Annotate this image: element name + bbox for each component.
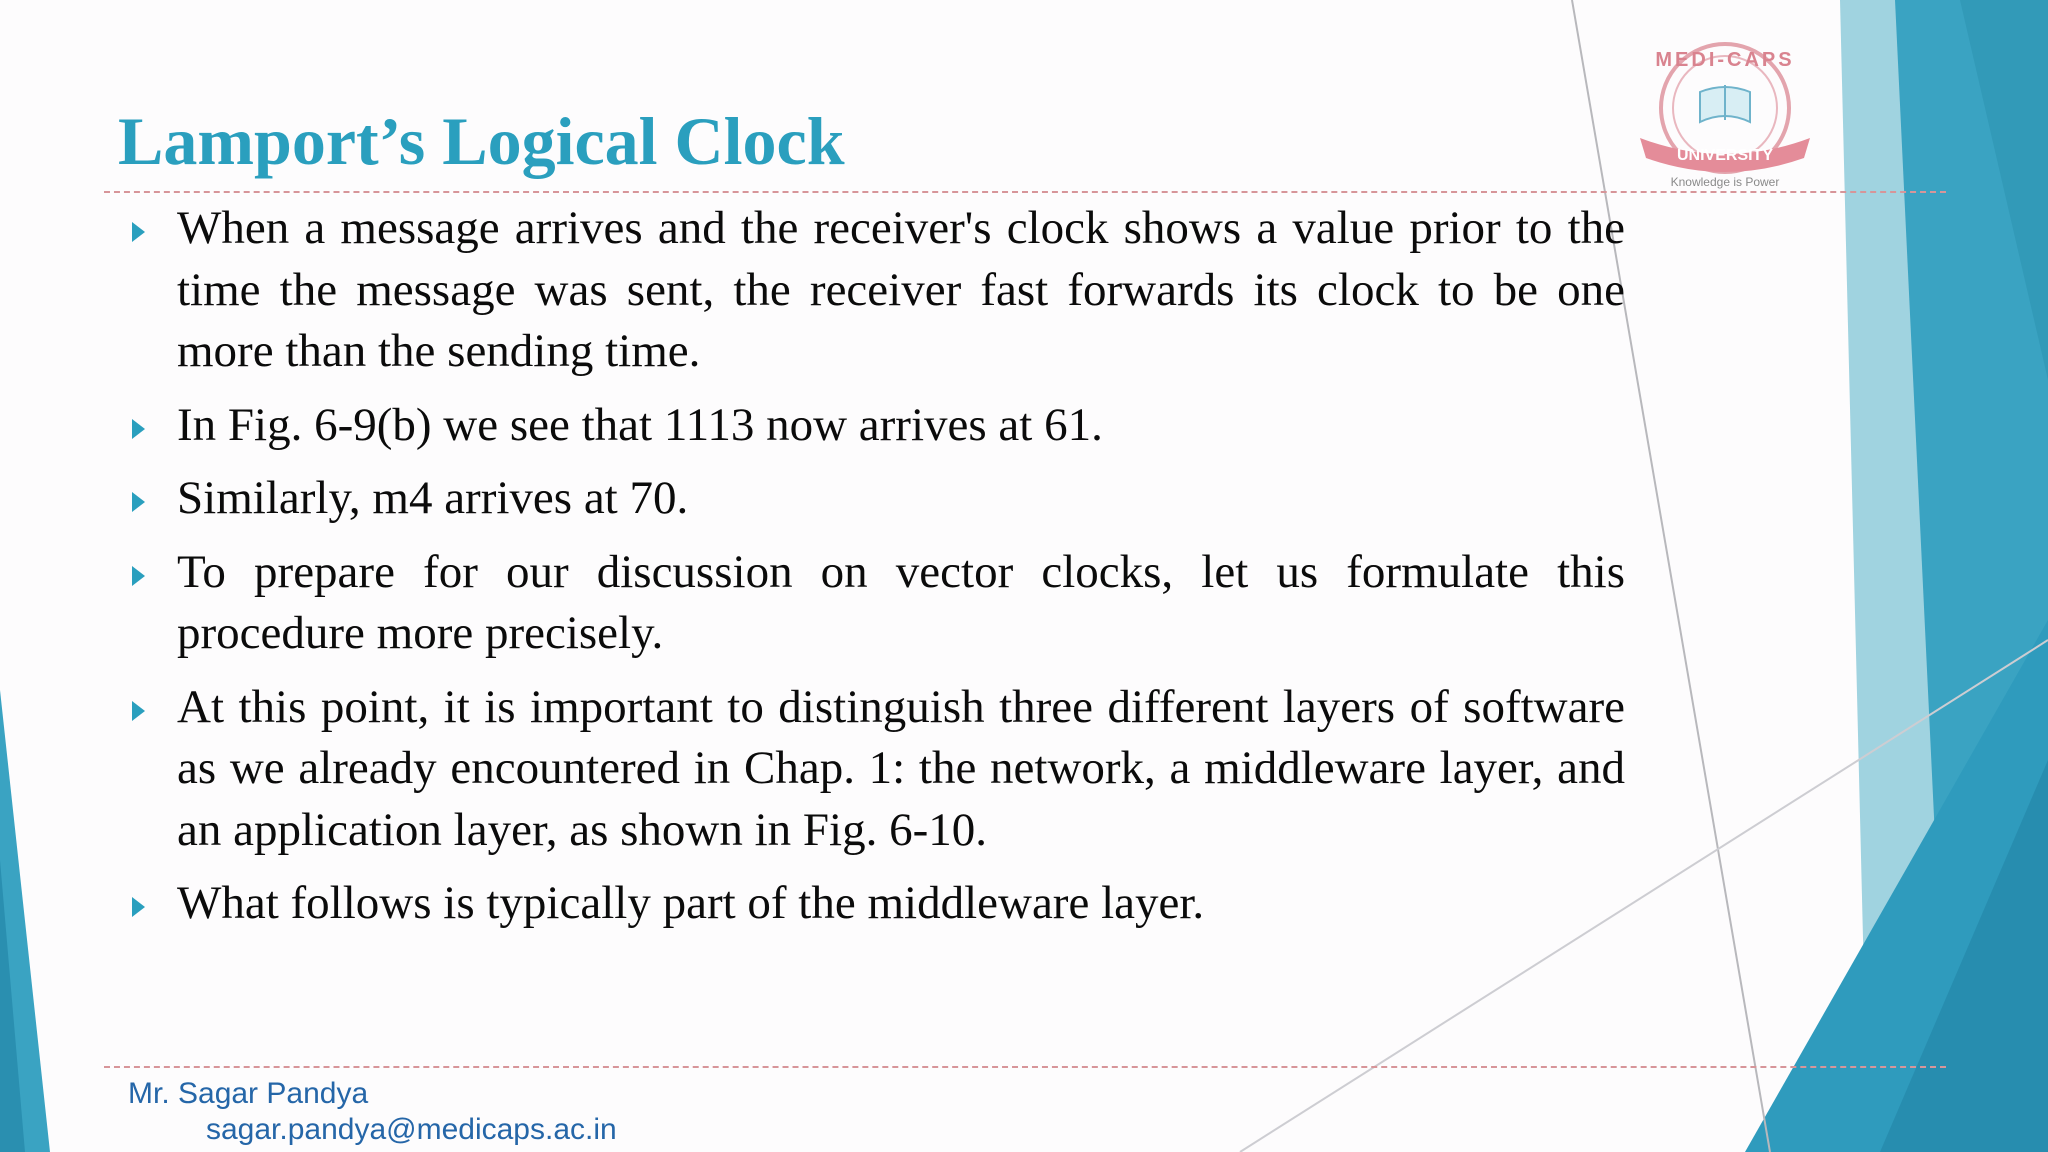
triangle-right-icon [132, 222, 145, 242]
bullet-text: At this point, it is important to distinguish three different layers of software as we already encountered in Chap. 1: the network, a middleware layer, and an application layer, as shown in Fig. 6-10. [177, 680, 1625, 856]
svg-text:Knowledge is Power: Knowledge is Power [1670, 175, 1780, 189]
bullet-text: In Fig. 6-9(b) we see that 1113 now arrives at 61. [177, 398, 1103, 451]
bullet-list [130, 198, 1625, 947]
footer-divider [104, 1066, 1946, 1068]
bullet-item [130, 542, 1625, 665]
triangle-right-icon [132, 566, 145, 586]
slide-title: Lamport’s Logical Clock [118, 103, 845, 179]
triangle-right-icon [132, 419, 145, 439]
bullet-item [130, 873, 1625, 935]
triangle-right-icon [132, 897, 145, 917]
bullet-text: To prepare for our discussion on vector clocks, let us formulate this procedure more precisely. [177, 545, 1625, 659]
bullet-item [130, 395, 1625, 457]
bullet-text: What follows is typically part of the middleware layer. [177, 877, 1205, 929]
university-logo [1620, 30, 1830, 190]
bullet-item [130, 677, 1625, 862]
triangle-right-icon [132, 492, 145, 512]
bullet-item [130, 468, 1625, 530]
title-divider [104, 191, 1946, 193]
bullet-item [130, 198, 1625, 383]
bullet-text: Similarly, m4 arrives at 70. [177, 472, 689, 524]
svg-text:UNIVERSITY: UNIVERSITY [1676, 147, 1774, 164]
svg-text:MEDI-CAPS: MEDI-CAPS [1655, 49, 1795, 71]
triangle-right-icon [132, 701, 145, 721]
footer-email: sagar.pandya@medicaps.ac.in [206, 1113, 617, 1146]
footer-author: Mr. Sagar Pandya [128, 1077, 369, 1110]
bullet-text: When a message arrives and the receiver's clock shows a value prior to the time the message was sent, the receiver fast forwards its clock to be one more than the sending time. [177, 202, 1625, 377]
